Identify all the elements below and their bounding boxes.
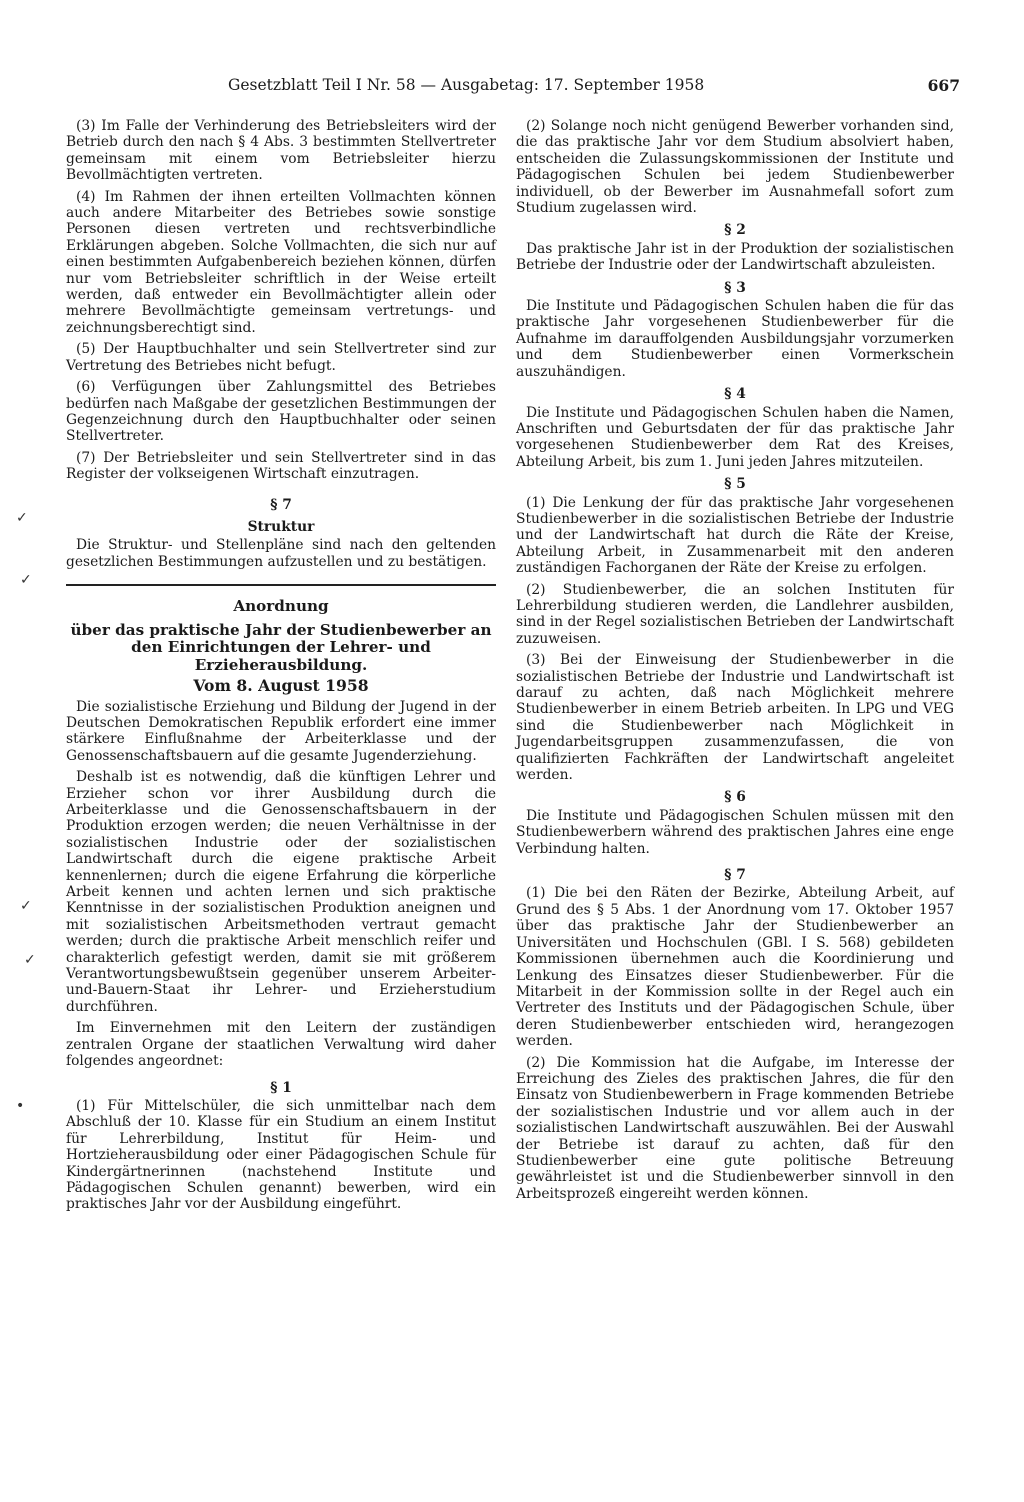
margin-check-mark: ✓ — [20, 572, 32, 588]
paragraph: Die Institute und Pädagogischen Schulen haben die für das praktische Jahr vorgesehenen Studienbewerber für die Aufnahme im darauffolgenden Ausbildungsjahr vorzumerken und dem Studienbewerber einen Vormerkschein auszuhändigen. — [516, 298, 954, 380]
paragraph: Das praktische Jahr ist in der Produktion der sozialistischen Betriebe der Industrie oder der Landwirtschaft abzuleisten. — [516, 240, 954, 274]
section-number: § 3 — [724, 279, 746, 296]
left-column — [66, 118, 496, 1218]
section-number: § 4 — [724, 386, 746, 403]
paragraph: (1) Die bei den Räten der Bezirke, Abteilung Arbeit, auf Grund des § 5 Abs. 1 der Anordnung vom 17. Oktober 1957 über das praktische Jahr der Studienbewerber an Universitäten und Hochschulen (GBl. I S. 568) gebildeten Kommissionen übernehmen auch die Koordinierung und Lenkung des Einsatzes dieser Studienbewerber. Für die Mitarbeit in der Kommission sollte in der Regel auch ein Vertreter des Instituts und der Pädagogischen Schule, über deren Studienbewerber entschieden wird, herangezogen werden. — [516, 885, 954, 1050]
section-number: § 6 — [724, 789, 746, 806]
paragraph: (1) Die Lenkung der für das praktische Jahr vorgesehenen Studienbewerber in die sozialistischen Betriebe der Industrie und der Landwirtschaft hat durch die Räte der Kreise, Abteilung Arbeit, in Zusammenarbeit mit den anderen zuständigen Fachorganen der Räte der Kreise zu erfolgen. — [516, 494, 954, 577]
margin-check-mark: ✓ — [20, 898, 32, 914]
margin-dot-mark: • — [16, 1098, 25, 1114]
paragraph: (2) Die Kommission hat die Aufgabe, im Interesse der Erreichung des Zieles des praktischen Jahres, die für den Einsatz von Studienbewerbern in Frage kommenden Betriebe der sozialistischen Industrie und vor allem auch in der sozialistischen Landwirtschaft auszuwählen. Bei der Auswahl der Betriebe ist darauf zu achten, daß für den Studienbewerber eine gute politische Betreuung gewährleistet ist und die Studienbewerber sinnvoll in den Arbeitsprozeß eingereiht werden können. — [516, 1054, 954, 1202]
paragraph: (2) Studienbewerber, die an solchen Instituten für Lehrerbildung studieren werden, die Landlehrer ausbilden, sind in der Regel sozialistischen Betrieben der Landwirtschaft zuzuweisen. — [516, 581, 954, 647]
paragraph: Die sozialistische Erziehung und Bildung der Jugend in der Deutschen Demokratischen Republik erfordert eine immer stärkere Einflußnahme der Arbeiterklasse und der Genossenschaftsbauern auf die gesamte Jugenderziehung. — [66, 698, 496, 764]
page-number: 667 — [927, 76, 960, 95]
gazette-title: Gesetzblatt Teil I Nr. 58 — Ausgabetag: 17. September 1958 — [228, 76, 705, 94]
paragraph: Deshalb ist es notwendig, daß die künftigen Lehrer und Erzieher schon vor ihrer Ausbildung durch die Arbeiterklasse und die Genossenschaftsbauern in der Produktion erzogen werden; die neuen Verhältnisse in der sozialistischen Industrie oder der sozialistischen Landwirtschaft durch die eigene praktische Arbeit kennenlernen; durch die eigene Erfahrung die körperliche Arbeit kennen und achten lernen und sich praktische Kenntnisse in der sozialistischen Produktion aneignen und mit sozialistischen Arbeitsmethoden vertraut gemacht werden; durch die praktische Arbeit menschlich reifer und charakterlich gefestigt werden, damit sie mit größerem Verantwortungsbewußtsein gegenüber unserem Arbeiter-und-Bauern-Staat ihr Lehrer- und Erzieherstudium durchführen. — [66, 769, 496, 1015]
paragraph: (6) Verfügungen über Zahlungsmittel des Betriebes bedürfen nach Maßgabe der gesetzlichen Bestimmungen der Gegenzeichnung durch den Hauptbuchhalter oder seinen Stellvertreter. — [66, 379, 496, 445]
paragraph: Im Einvernehmen mit den Leitern der zuständigen zentralen Organe der staatlichen Verwaltung wird daher folgendes angeordnet: — [66, 1020, 496, 1070]
ordinance-subtitle: über das praktische Jahr der Studienbewerber an den Einrichtungen der Lehrer- und Erzieherausbildung. — [70, 620, 492, 674]
paragraph: (2) Solange noch nicht genügend Bewerber vorhanden sind, die das praktische Jahr vor dem Studium absolviert haben, entscheiden die Zulassungskommissionen der Institute und Pädagogischen Schulen bei jedem Studienbewerber individuell, ob der Bewerber im Ausnahmefall sofort zum Studium zugelassen wird. — [516, 118, 954, 217]
margin-check-mark: ✓ — [16, 510, 28, 526]
page-header — [60, 76, 960, 100]
paragraph: (3) Im Falle der Verhinderung des Betriebsleiters wird der Betrieb durch den nach § 4 Abs. 3 bestimmten Stellvertreter gemeinsam mit einem vom Betriebsleiter hierzu Bevollmächtigten vertreten. — [66, 118, 496, 184]
paragraph: (3) Bei der Einweisung der Studienbewerber in die sozialistischen Betriebe der Industrie und Landwirtschaft ist darauf zu achten, daß nach Möglichkeit mehrere Studienbewerber in einem Betrieb arbeiten. In LPG und VEG sind die Studienbewerber nach Möglichkeit in Jugendarbeitsgruppen zusammenzufassen, die von qualifizierten Fachkräften der Landwirtschaft angeleitet werden. — [516, 652, 954, 784]
divider — [66, 584, 496, 586]
paragraph: (4) Im Rahmen der ihnen erteilten Vollmachten können auch andere Mitarbeiter des Betriebes sowie sonstige Personen diesen vertreten und rechtsverbindliche Erklärungen abgeben. Solche Vollmachten, die sich nur auf einen bestimmten Aufgabenbereich beziehen können, dürfen nur vom Betriebsleiter schriftlich in der Weise erteilt werden, daß entweder ein Bevollmächtigter allein oder mehrere Bevollmächtigte gemeinsam vertretungs- und zeichnungsberechtigt sind. — [66, 188, 496, 336]
section-number: § 1 — [270, 1079, 292, 1096]
section-heading: Struktur — [247, 518, 315, 535]
paragraph: (5) Der Hauptbuchhalter und sein Stellvertreter sind zur Vertretung des Betriebes nicht befugt. — [66, 341, 496, 374]
ordinance-date: Vom 8. August 1958 — [193, 676, 369, 696]
section-number: § 7 — [270, 496, 292, 513]
ordinance-title: Anordnung — [233, 597, 329, 616]
section-number: § 7 — [724, 867, 746, 884]
right-column — [516, 118, 954, 1207]
paragraph: Die Struktur- und Stellenpläne sind nach den geltenden gesetzlichen Bestimmungen aufzustellen und zu bestätigen. — [66, 537, 496, 570]
paragraph: (7) Der Betriebsleiter und sein Stellvertreter sind in das Register der volkseigenen Wirtschaft einzutragen. — [66, 449, 496, 483]
section-number: § 2 — [724, 222, 746, 239]
paragraph: (1) Für Mittelschüler, die sich unmittelbar nach dem Abschluß der 10. Klasse für ein Studium an einem Institut für Lehrerbildung, Institut für Heim- und Hortzieherausbildung oder einer Pädagogischen Schule für Kindergärtnerinnen (nachstehend Institute und Pädagogischen Schulen genannt) bewerben, wird ein praktisches Jahr vor der Ausbildung eingeführt. — [66, 1097, 496, 1213]
paragraph: Die Institute und Pädagogischen Schulen müssen mit den Studienbewerbern während des praktischen Jahres eine enge Verbindung halten. — [516, 807, 954, 857]
section-number: § 5 — [724, 476, 746, 493]
margin-check-mark: ✓ — [24, 952, 36, 968]
paragraph: Die Institute und Pädagogischen Schulen haben die Namen, Anschriften und Geburtsdaten der für das praktische Jahr vorgesehenen Studienbewerber dem Rat des Kreises, Abteilung Arbeit, bis zum 1. Juni jeden Jahres mitzuteilen. — [516, 404, 954, 470]
